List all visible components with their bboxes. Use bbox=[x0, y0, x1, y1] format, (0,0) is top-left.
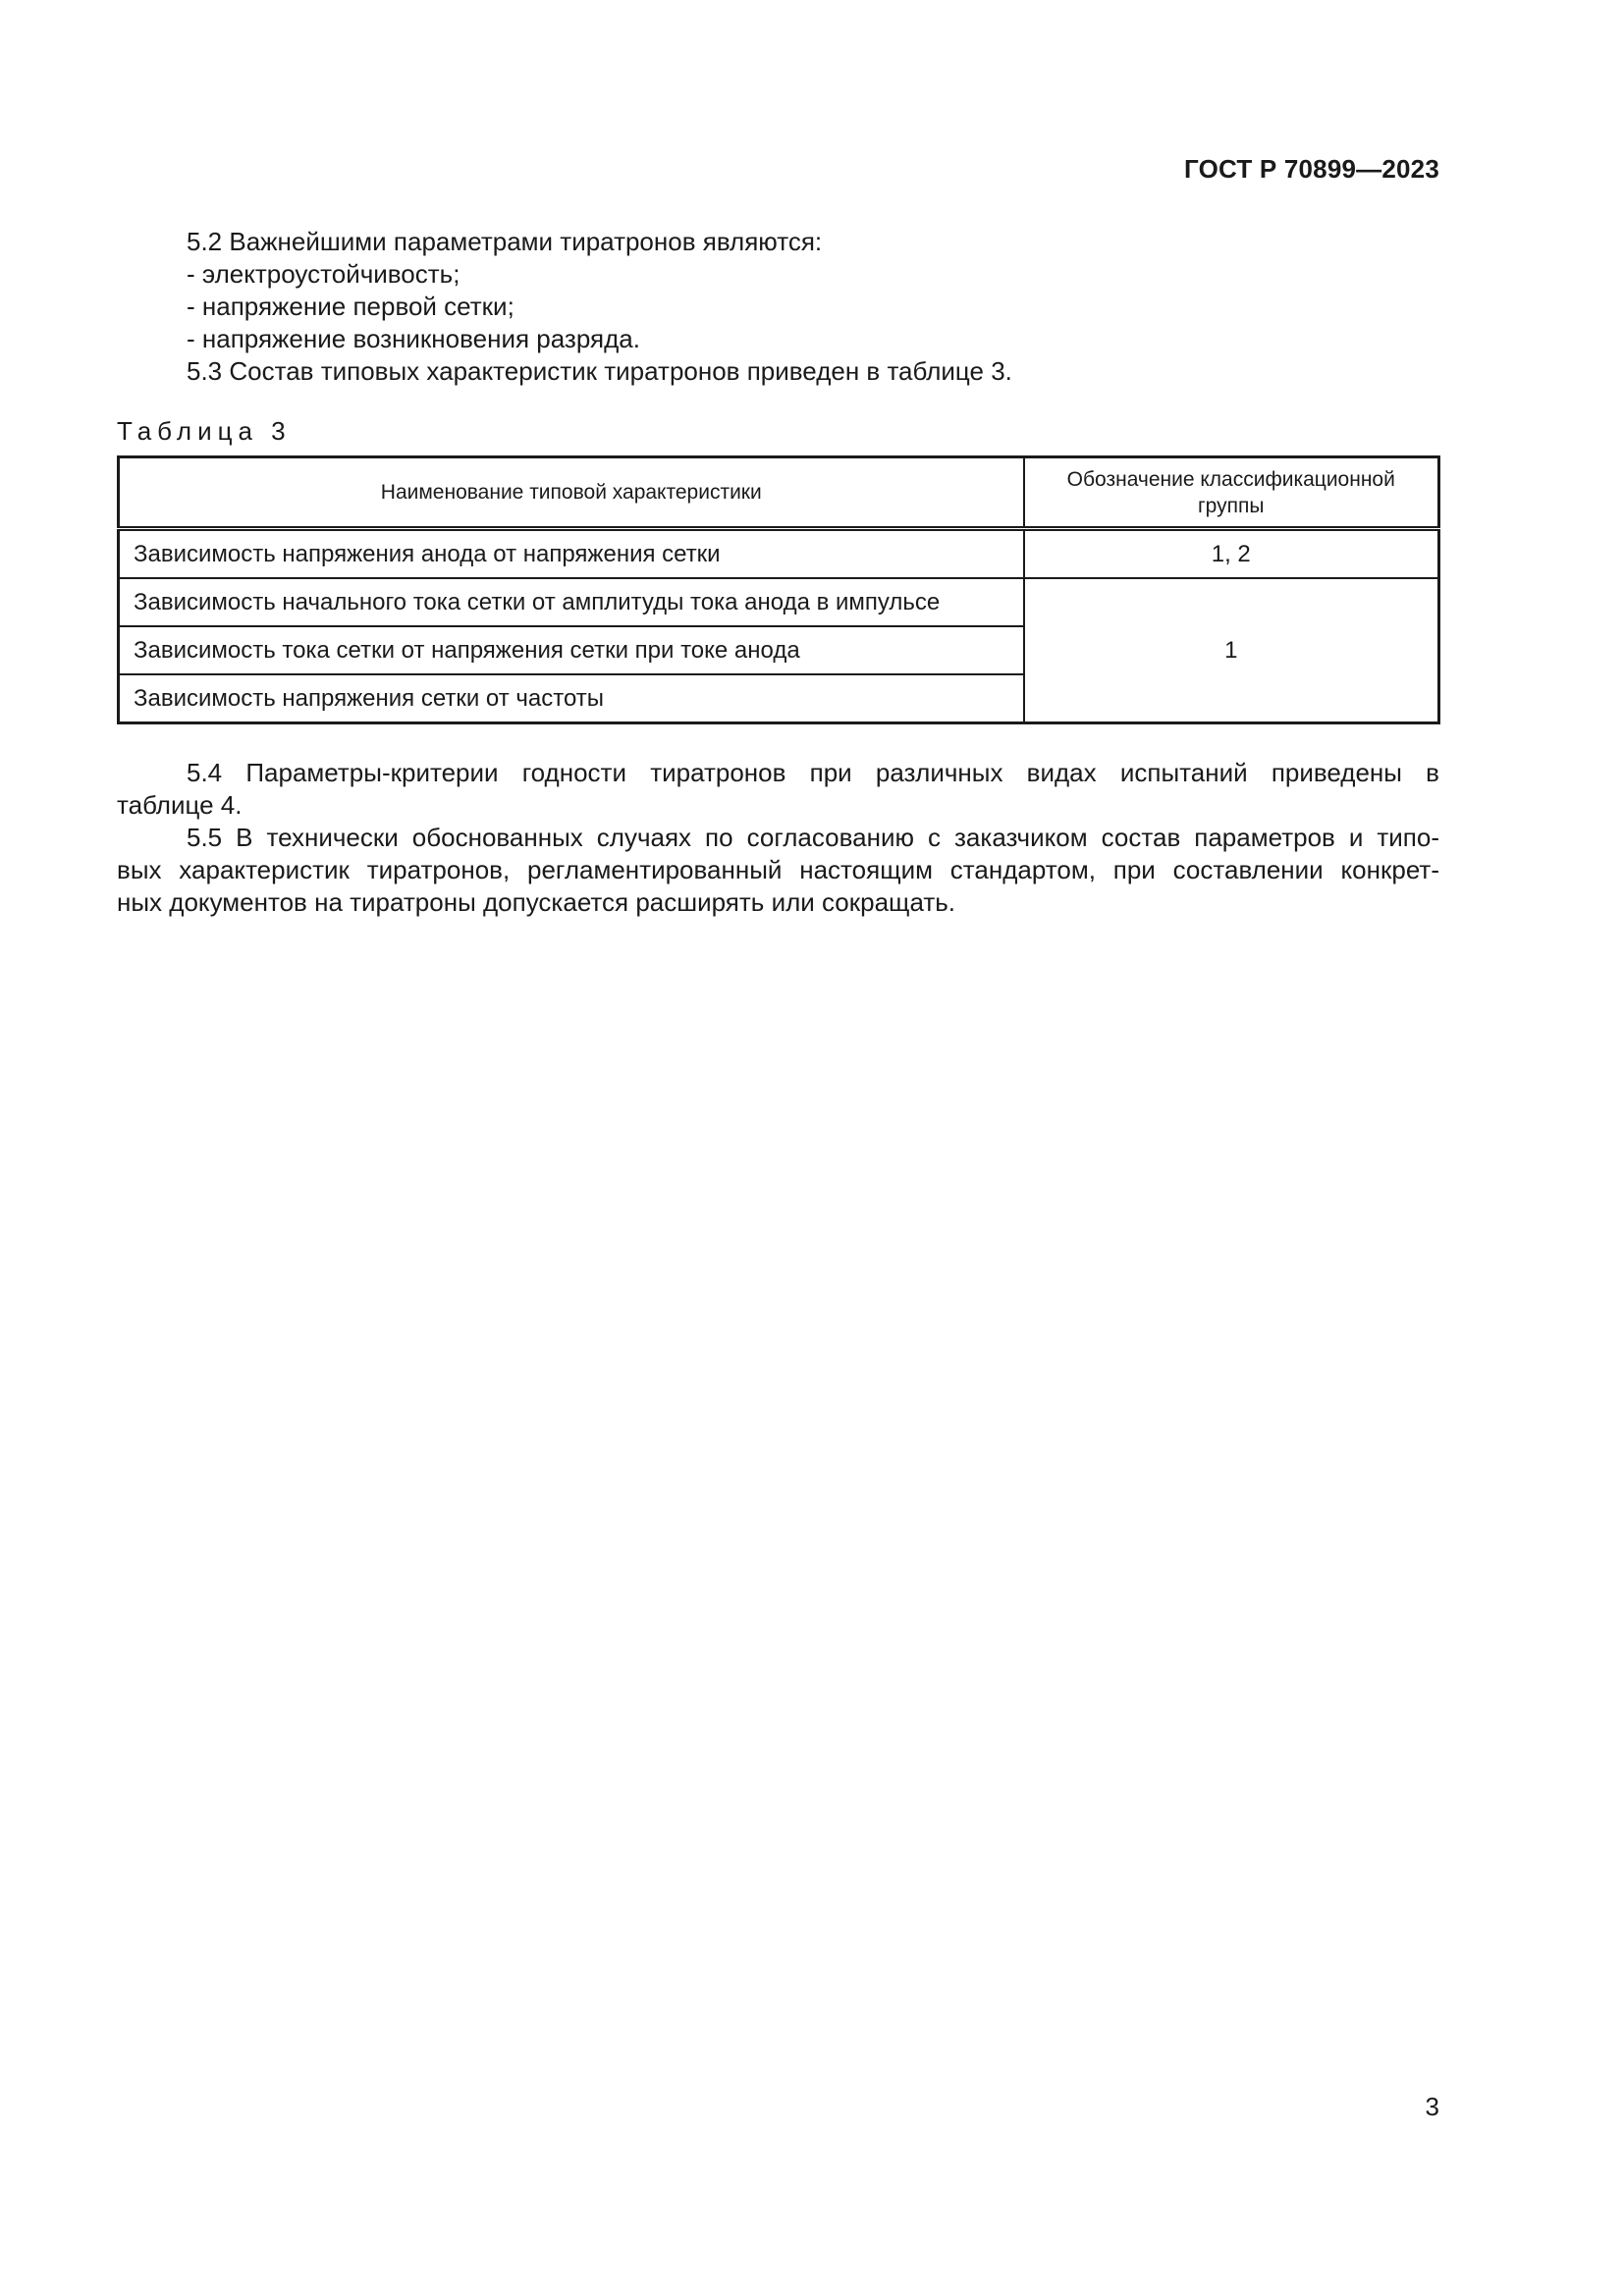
header-group-line-1: Обозначение классификационной bbox=[1066, 467, 1395, 491]
paragraph-5-5-line-1: 5.5 В технически обоснованных случаях по согласованию с заказчиком состав параметров и типо- bbox=[187, 823, 1439, 852]
paragraph-5-4-line-1: 5.4 Параметры-критерии годности тиратронов при различных видах испытаний приведены в bbox=[187, 758, 1439, 787]
section-top bbox=[117, 226, 1439, 388]
table-row bbox=[119, 529, 1439, 579]
group-cell-merged: 1 bbox=[1024, 578, 1439, 723]
characteristic-cell: Зависимость тока сетки от напряжения сетки при токе анода bbox=[119, 626, 1024, 674]
page-number: 3 bbox=[1425, 2092, 1439, 2121]
group-cell: 1, 2 bbox=[1024, 529, 1439, 579]
table-caption: Таблица 3 bbox=[117, 416, 292, 446]
header-group bbox=[1024, 457, 1439, 529]
list-item: - напряжение первой сетки; bbox=[187, 292, 514, 321]
characteristic-cell: Зависимость напряжения сетки от частоты bbox=[119, 674, 1024, 723]
table-3 bbox=[117, 455, 1440, 724]
characteristic-cell: Зависимость напряжения анода от напряжения сетки bbox=[119, 529, 1024, 579]
section-bottom bbox=[117, 757, 1439, 919]
header-group-line-2: группы bbox=[1198, 494, 1265, 517]
list-item: - электроустойчивость; bbox=[187, 259, 460, 289]
characteristic-cell: Зависимость начального тока сетки от амплитуды тока анода в импульсе bbox=[119, 578, 1024, 626]
table-row bbox=[119, 578, 1439, 626]
list-item: - напряжение возникновения разряда. bbox=[187, 324, 640, 353]
paragraph-5-5-line-2: вых характеристик тиратронов, регламентированный настоящим стандартом, при составлении конкрет- bbox=[117, 855, 1439, 884]
header-characteristic: Наименование типовой характеристики bbox=[119, 457, 1024, 529]
paragraph-5-5-line-3: ных документов на тиратроны допускается расширять или сокращать. bbox=[117, 887, 956, 917]
paragraph-5-2: 5.2 Важнейшими параметрами тиратронов являются: bbox=[187, 227, 823, 256]
paragraph-5-4-line-2: таблице 4. bbox=[117, 790, 243, 820]
table-header-row bbox=[119, 457, 1439, 529]
document-code: ГОСТ Р 70899—2023 bbox=[1184, 154, 1439, 184]
paragraph-5-3: 5.3 Состав типовых характеристик тиратронов приведен в таблице 3. bbox=[187, 356, 1012, 386]
